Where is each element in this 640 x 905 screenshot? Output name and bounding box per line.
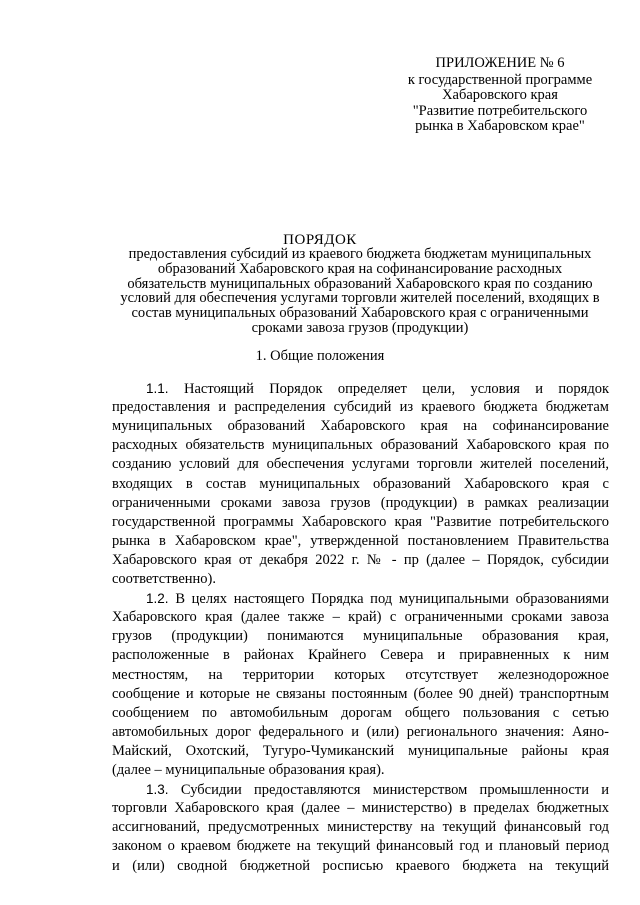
paragraph-line bbox=[112, 857, 609, 876]
document-subtitle bbox=[112, 247, 608, 336]
paragraph-text: В целях настоящего Порядка под муниципальными образованиями bbox=[175, 591, 609, 608]
paragraph-line bbox=[112, 666, 609, 685]
paragraph-text: ограниченными сроками завоза грузов (продукции) в рамках реализации bbox=[112, 494, 609, 511]
subtitle-line: образований Хабаровского края на софинансирование расходных bbox=[157, 260, 563, 277]
paragraph-line bbox=[112, 761, 609, 780]
paragraph-text: расходных обязательств муниципальных образований Хабаровского края по bbox=[112, 437, 609, 454]
paragraph-text: Субсидии предоставляются министерством промышленности и bbox=[180, 782, 609, 799]
paragraph-line bbox=[112, 685, 609, 704]
appendix-line: к государственной программе bbox=[407, 71, 593, 88]
paragraph-line bbox=[112, 723, 609, 742]
paragraph-line bbox=[112, 455, 609, 474]
appendix-line: Хабаровского края bbox=[442, 87, 558, 103]
paragraph-text: и (или) сводной бюджетной росписью краевого бюджета на текущий bbox=[112, 857, 609, 874]
subtitle-line: состав муниципальных образований Хабаровского края с ограниченными bbox=[131, 305, 589, 322]
paragraph-text: расположенные в районах Крайнего Севера и приравненных к ним bbox=[112, 647, 609, 664]
paragraph-text: грузов (продукции) понимаются муниципальные образования края, bbox=[112, 628, 609, 645]
paragraph-line bbox=[112, 494, 609, 513]
paragraph-text: соответственно). bbox=[112, 571, 216, 587]
paragraph-text: торговли Хабаровского края (далее – министерство) в пределах бюджетных bbox=[112, 800, 609, 817]
section-heading: 1. Общие положения bbox=[255, 348, 385, 364]
paragraph-line bbox=[112, 799, 609, 818]
paragraph-text: созданию условий для обеспечения услугами торговли жителей поселений, bbox=[112, 456, 609, 473]
paragraph-line bbox=[112, 436, 609, 455]
paragraph-line bbox=[112, 742, 609, 761]
paragraph-line bbox=[112, 570, 609, 589]
paragraph-text: рынка в Хабаровском крае", утвержденной постановлением Правительства bbox=[112, 532, 609, 549]
paragraph-line bbox=[112, 627, 609, 646]
subtitle-line: предоставления субсидий из краевого бюджета бюджетам муниципальных bbox=[128, 246, 592, 262]
document-title: ПОРЯДОК bbox=[283, 232, 357, 248]
paragraph-line bbox=[112, 818, 609, 837]
paragraph-text: Хабаровского края (далее также – край) с ограниченными сроками завоза bbox=[112, 609, 609, 626]
paragraph-text: Хабаровского края от декабря 2022 г. № - пр (далее – Порядок, субсидии bbox=[112, 551, 609, 568]
paragraph-text: местностям, на территории которых отсутствует железнодорожное bbox=[112, 666, 609, 683]
paragraph-line bbox=[112, 551, 609, 570]
appendix-block bbox=[400, 56, 600, 135]
appendix-line: рынка в Хабаровском крае" bbox=[415, 118, 585, 134]
appendix-heading: ПРИЛОЖЕНИЕ № 6 bbox=[435, 55, 565, 71]
paragraph-line bbox=[112, 646, 609, 665]
paragraph-line bbox=[112, 417, 609, 436]
paragraph-line bbox=[112, 513, 609, 532]
paragraph-number: 1.2. bbox=[146, 591, 176, 607]
paragraph-line bbox=[146, 780, 609, 799]
paragraph-line bbox=[112, 532, 609, 551]
paragraph-number: 1.3. bbox=[146, 782, 181, 798]
paragraph-line bbox=[146, 379, 609, 398]
subtitle-line: условий для обеспечения услугами торговли жителей поселений, входящих в bbox=[120, 290, 600, 307]
paragraph-line bbox=[112, 704, 609, 723]
paragraph-text: предоставления и распределения субсидий из краевого бюджета бюджетам bbox=[112, 399, 609, 416]
paragraph-number: 1.1. bbox=[146, 381, 185, 396]
paragraph-text: муниципальных образований Хабаровского края на софинансирование bbox=[112, 418, 609, 435]
paragraph-text: автомобильных дорог федерального и (или) регионального значения: Аяно- bbox=[112, 723, 609, 740]
paragraph-text: Настоящий Порядок определяет цели, условия и порядок bbox=[184, 381, 609, 397]
paragraph-line bbox=[112, 608, 609, 627]
paragraph-text: сообщением по автомобильным дорогам общего пользования с сетью bbox=[112, 704, 609, 721]
paragraph-text: ассигнований, предусмотренных министерству на текущий финансовый год bbox=[112, 819, 609, 836]
paragraph-text: входящих в состав муниципальных образований Хабаровского края с bbox=[112, 475, 609, 492]
paragraph-line bbox=[112, 837, 609, 856]
subtitle-line: сроками завоза грузов (продукции) bbox=[251, 319, 469, 336]
paragraph-text: (далее – муниципальные образования края). bbox=[112, 762, 385, 778]
paragraph-text: Майский, Охотский, Тугуро-Чумиканский муниципальные районы края bbox=[112, 742, 609, 759]
paragraph-text: сообщение и которые не связаны постоянным (более 90 дней) транспортным bbox=[112, 685, 609, 702]
paragraph-line bbox=[146, 589, 609, 608]
paragraph-text: государственной программы Хабаровского края "Развитие потребительского bbox=[112, 513, 609, 530]
appendix-line: "Развитие потребительского bbox=[412, 102, 588, 119]
subtitle-line: обязательств муниципальных образований Хабаровского края по созданию bbox=[127, 275, 593, 292]
paragraph-text: законом о краевом бюджете на текущий финансовый год и плановый период bbox=[112, 838, 609, 855]
paragraph-line bbox=[112, 475, 609, 494]
paragraph-line bbox=[112, 398, 609, 417]
